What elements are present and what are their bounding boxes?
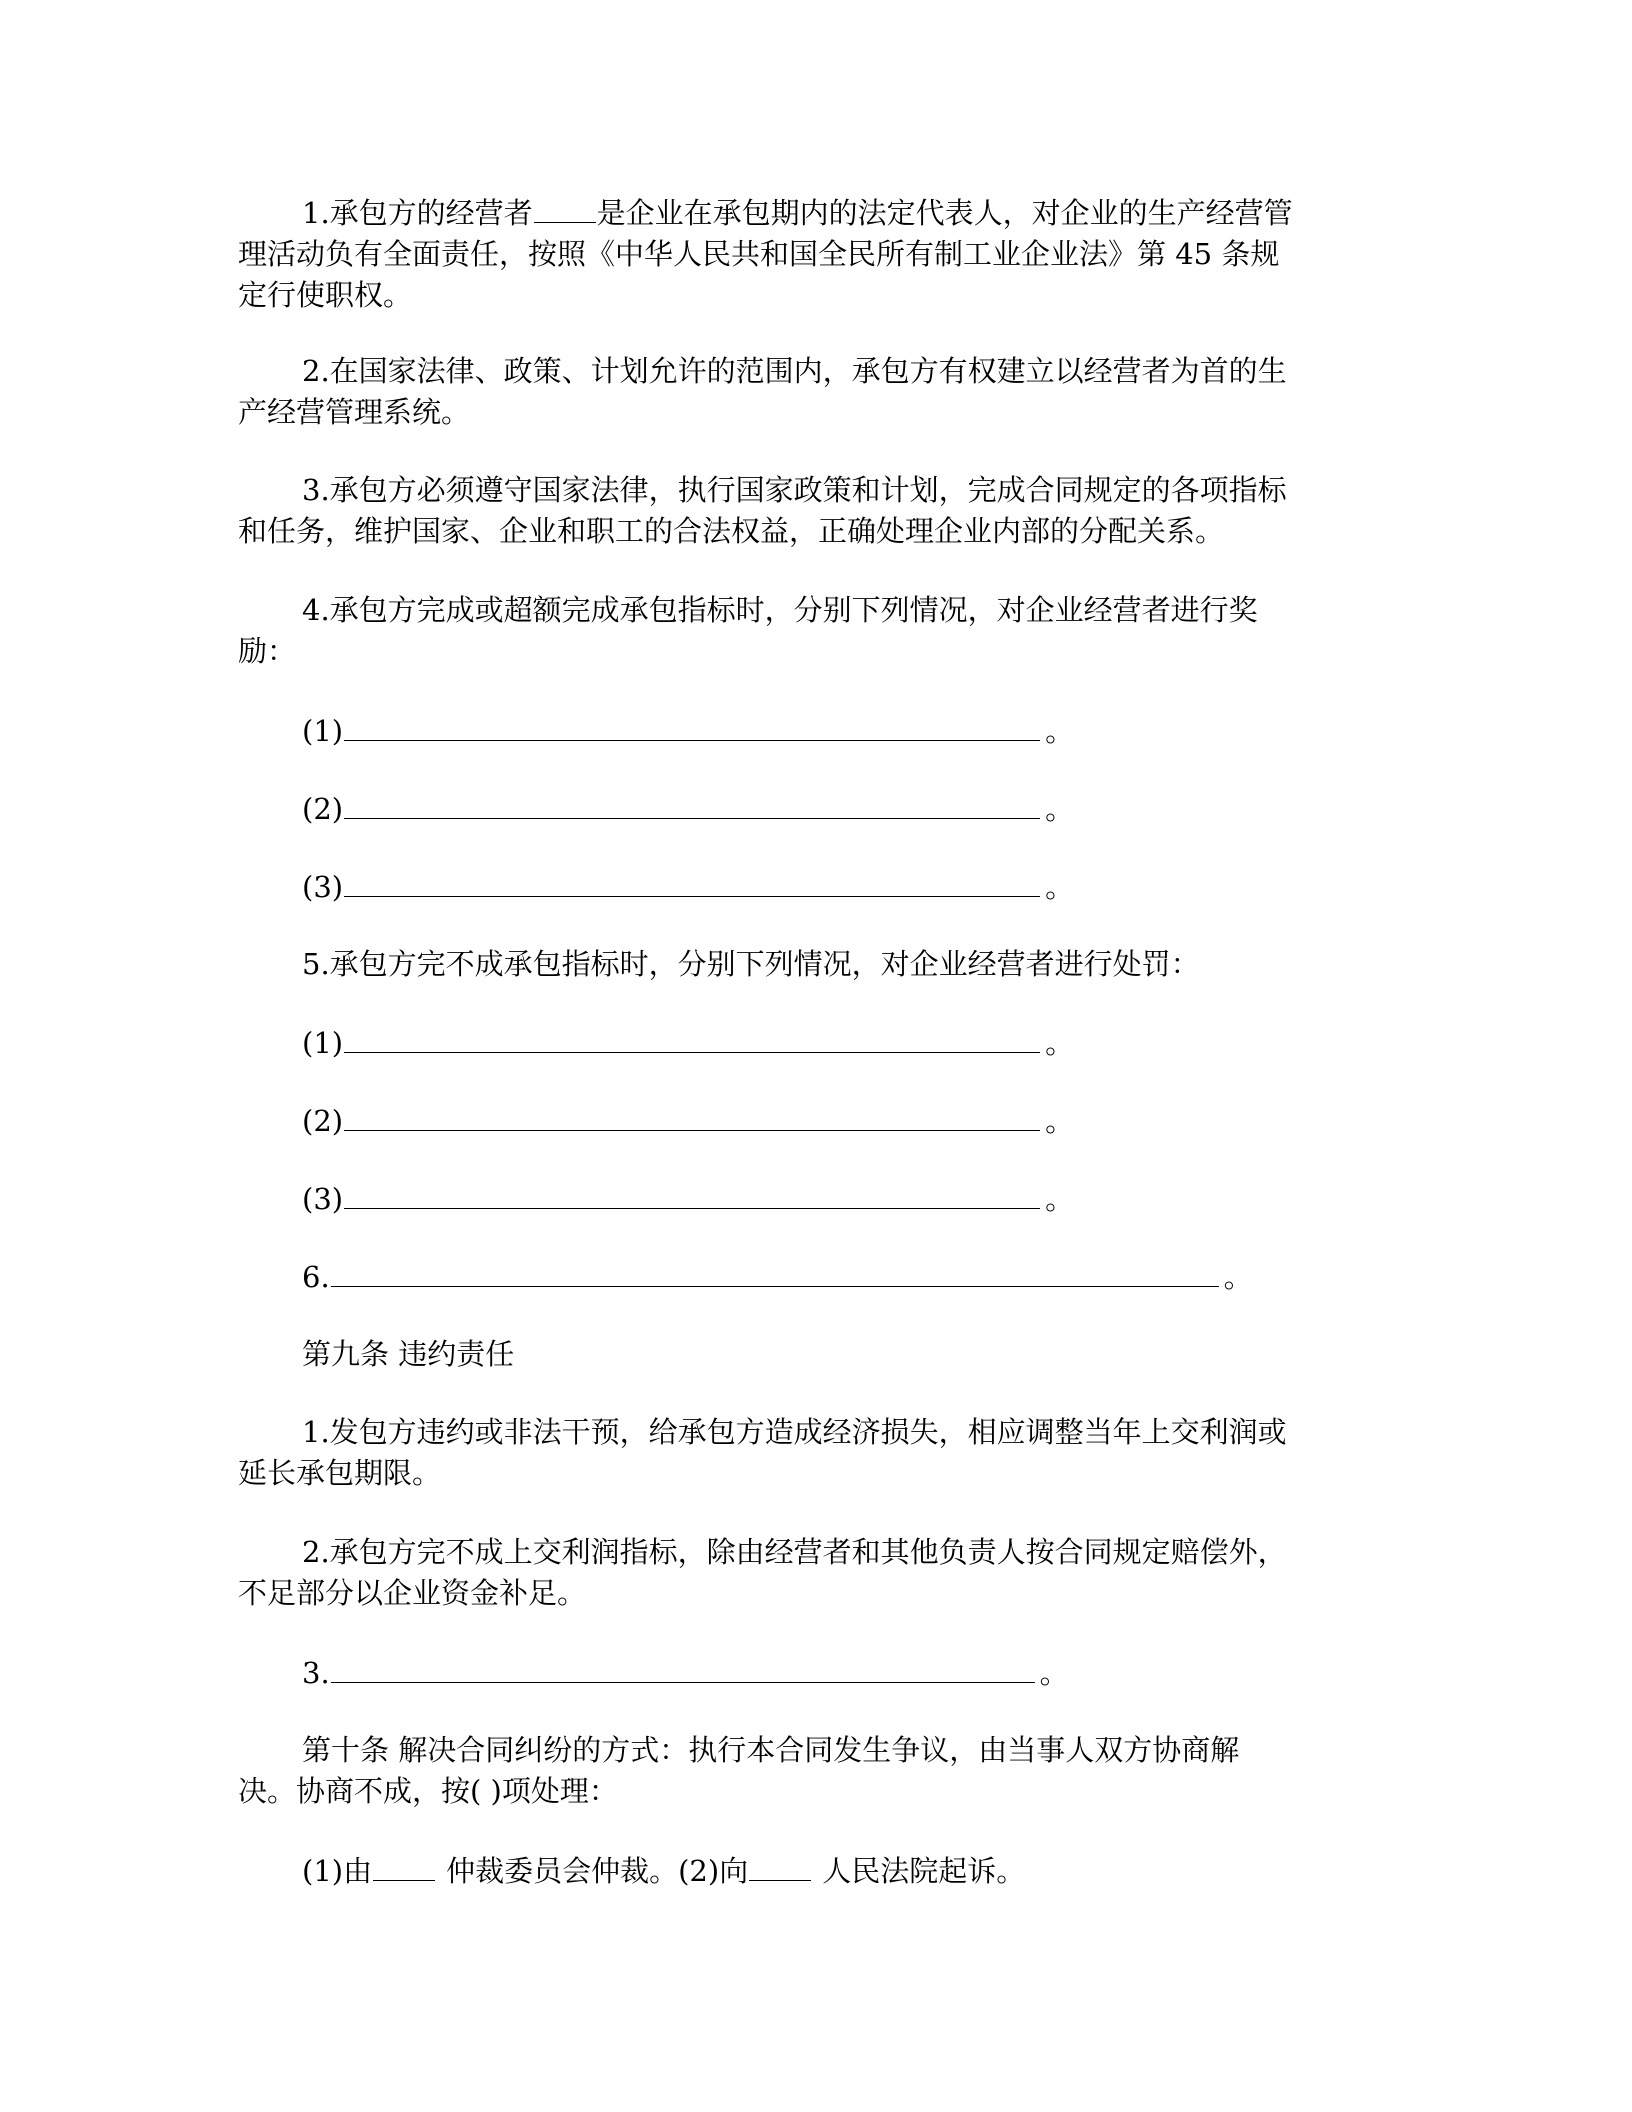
blank-line [344, 710, 1040, 741]
clause-paragraph-4 [238, 590, 1380, 672]
clause-paragraph-2 [238, 351, 1380, 433]
article-9-p1-line-2: 延长承包期限。 [238, 1456, 442, 1490]
blank-line [344, 788, 1040, 819]
clause-paragraph-1 [238, 192, 1380, 316]
clause-4-line-2: 励： [238, 634, 297, 668]
reward-item-2: (2) 。 [302, 788, 1074, 830]
clause-1-text-b: 是企业在承包期内的法定代表人，对企业的生产经营管 [596, 196, 1293, 230]
blank-line [344, 1022, 1040, 1053]
blank-line [344, 1178, 1040, 1209]
clause-2-line-1: 2.在国家法律、政策、计划允许的范围内，承包方有权建立以经营者为首的生 [302, 354, 1287, 388]
article-10-line-2: 决。协商不成，按( )项处理： [238, 1774, 618, 1808]
blank-line [331, 1256, 1219, 1287]
blank-line [344, 866, 1040, 897]
article-9-paragraph-2 [238, 1532, 1380, 1614]
clause-3-line-2: 和任务，维护国家、企业和职工的合法权益，正确处理企业内部的分配关系。 [238, 514, 1225, 548]
reward-item-3: (3) 。 [302, 866, 1074, 908]
article-9-p2-line-1: 2.承包方完不成上交利润指标，除由经营者和其他负责人按合同规定赔偿外， [302, 1535, 1287, 1569]
article-9-item-3: 3. 。 [302, 1652, 1069, 1694]
clause-4-line-1: 4.承包方完成或超额完成承包指标时，分别下列情况，对企业经营者进行奖 [302, 593, 1258, 627]
clause-1-line-2: 理活动负有全面责任，按照《中华人民共和国全民所有制工业企业法》第 45 条规 [238, 237, 1280, 271]
article-9-paragraph-1 [238, 1412, 1380, 1494]
article-10-line-1: 第十条 解决合同纠纷的方式：执行本合同发生争议，由当事人双方协商解 [302, 1733, 1240, 1767]
article-9-title: 第九条 违约责任 [302, 1337, 515, 1371]
reward-item-1: (1) 。 [302, 710, 1074, 752]
clause-paragraph-5 [238, 944, 1380, 985]
article-10-paragraph [238, 1730, 1380, 1812]
article-9-p2-line-2: 不足部分以企业资金补足。 [238, 1576, 587, 1610]
article-9-p1-line-1: 1.发包方违约或非法干预，给承包方造成经济损失，相应调整当年上交利润或 [302, 1415, 1287, 1449]
clause-3-line-1: 3.承包方必须遵守国家法律，执行国家政策和计划，完成合同规定的各项指标 [302, 473, 1287, 507]
blank-line [331, 1652, 1035, 1683]
clause-5-line-1: 5.承包方完不成承包指标时，分别下列情况，对企业经营者进行处罚： [302, 947, 1200, 981]
blank-line [749, 1850, 811, 1881]
penalty-item-3: (3) 。 [302, 1178, 1074, 1220]
blank-line [373, 1850, 435, 1881]
clause-2-line-2: 产经营管理系统。 [238, 395, 471, 429]
clause-1-line-3: 定行使职权。 [238, 278, 413, 312]
penalty-item-2: (2) 。 [302, 1100, 1074, 1142]
clause-paragraph-3 [238, 470, 1380, 552]
dispute-options: (1)由 仲裁委员会仲裁。(2)向 人民法院起诉。 [302, 1850, 1025, 1892]
blank-line [344, 1100, 1040, 1131]
clause-6: 6. 。 [302, 1256, 1253, 1298]
blank-line [534, 192, 596, 223]
clause-1-text-a: 1.承包方的经营者 [302, 196, 533, 230]
penalty-item-1: (1) 。 [302, 1022, 1074, 1064]
